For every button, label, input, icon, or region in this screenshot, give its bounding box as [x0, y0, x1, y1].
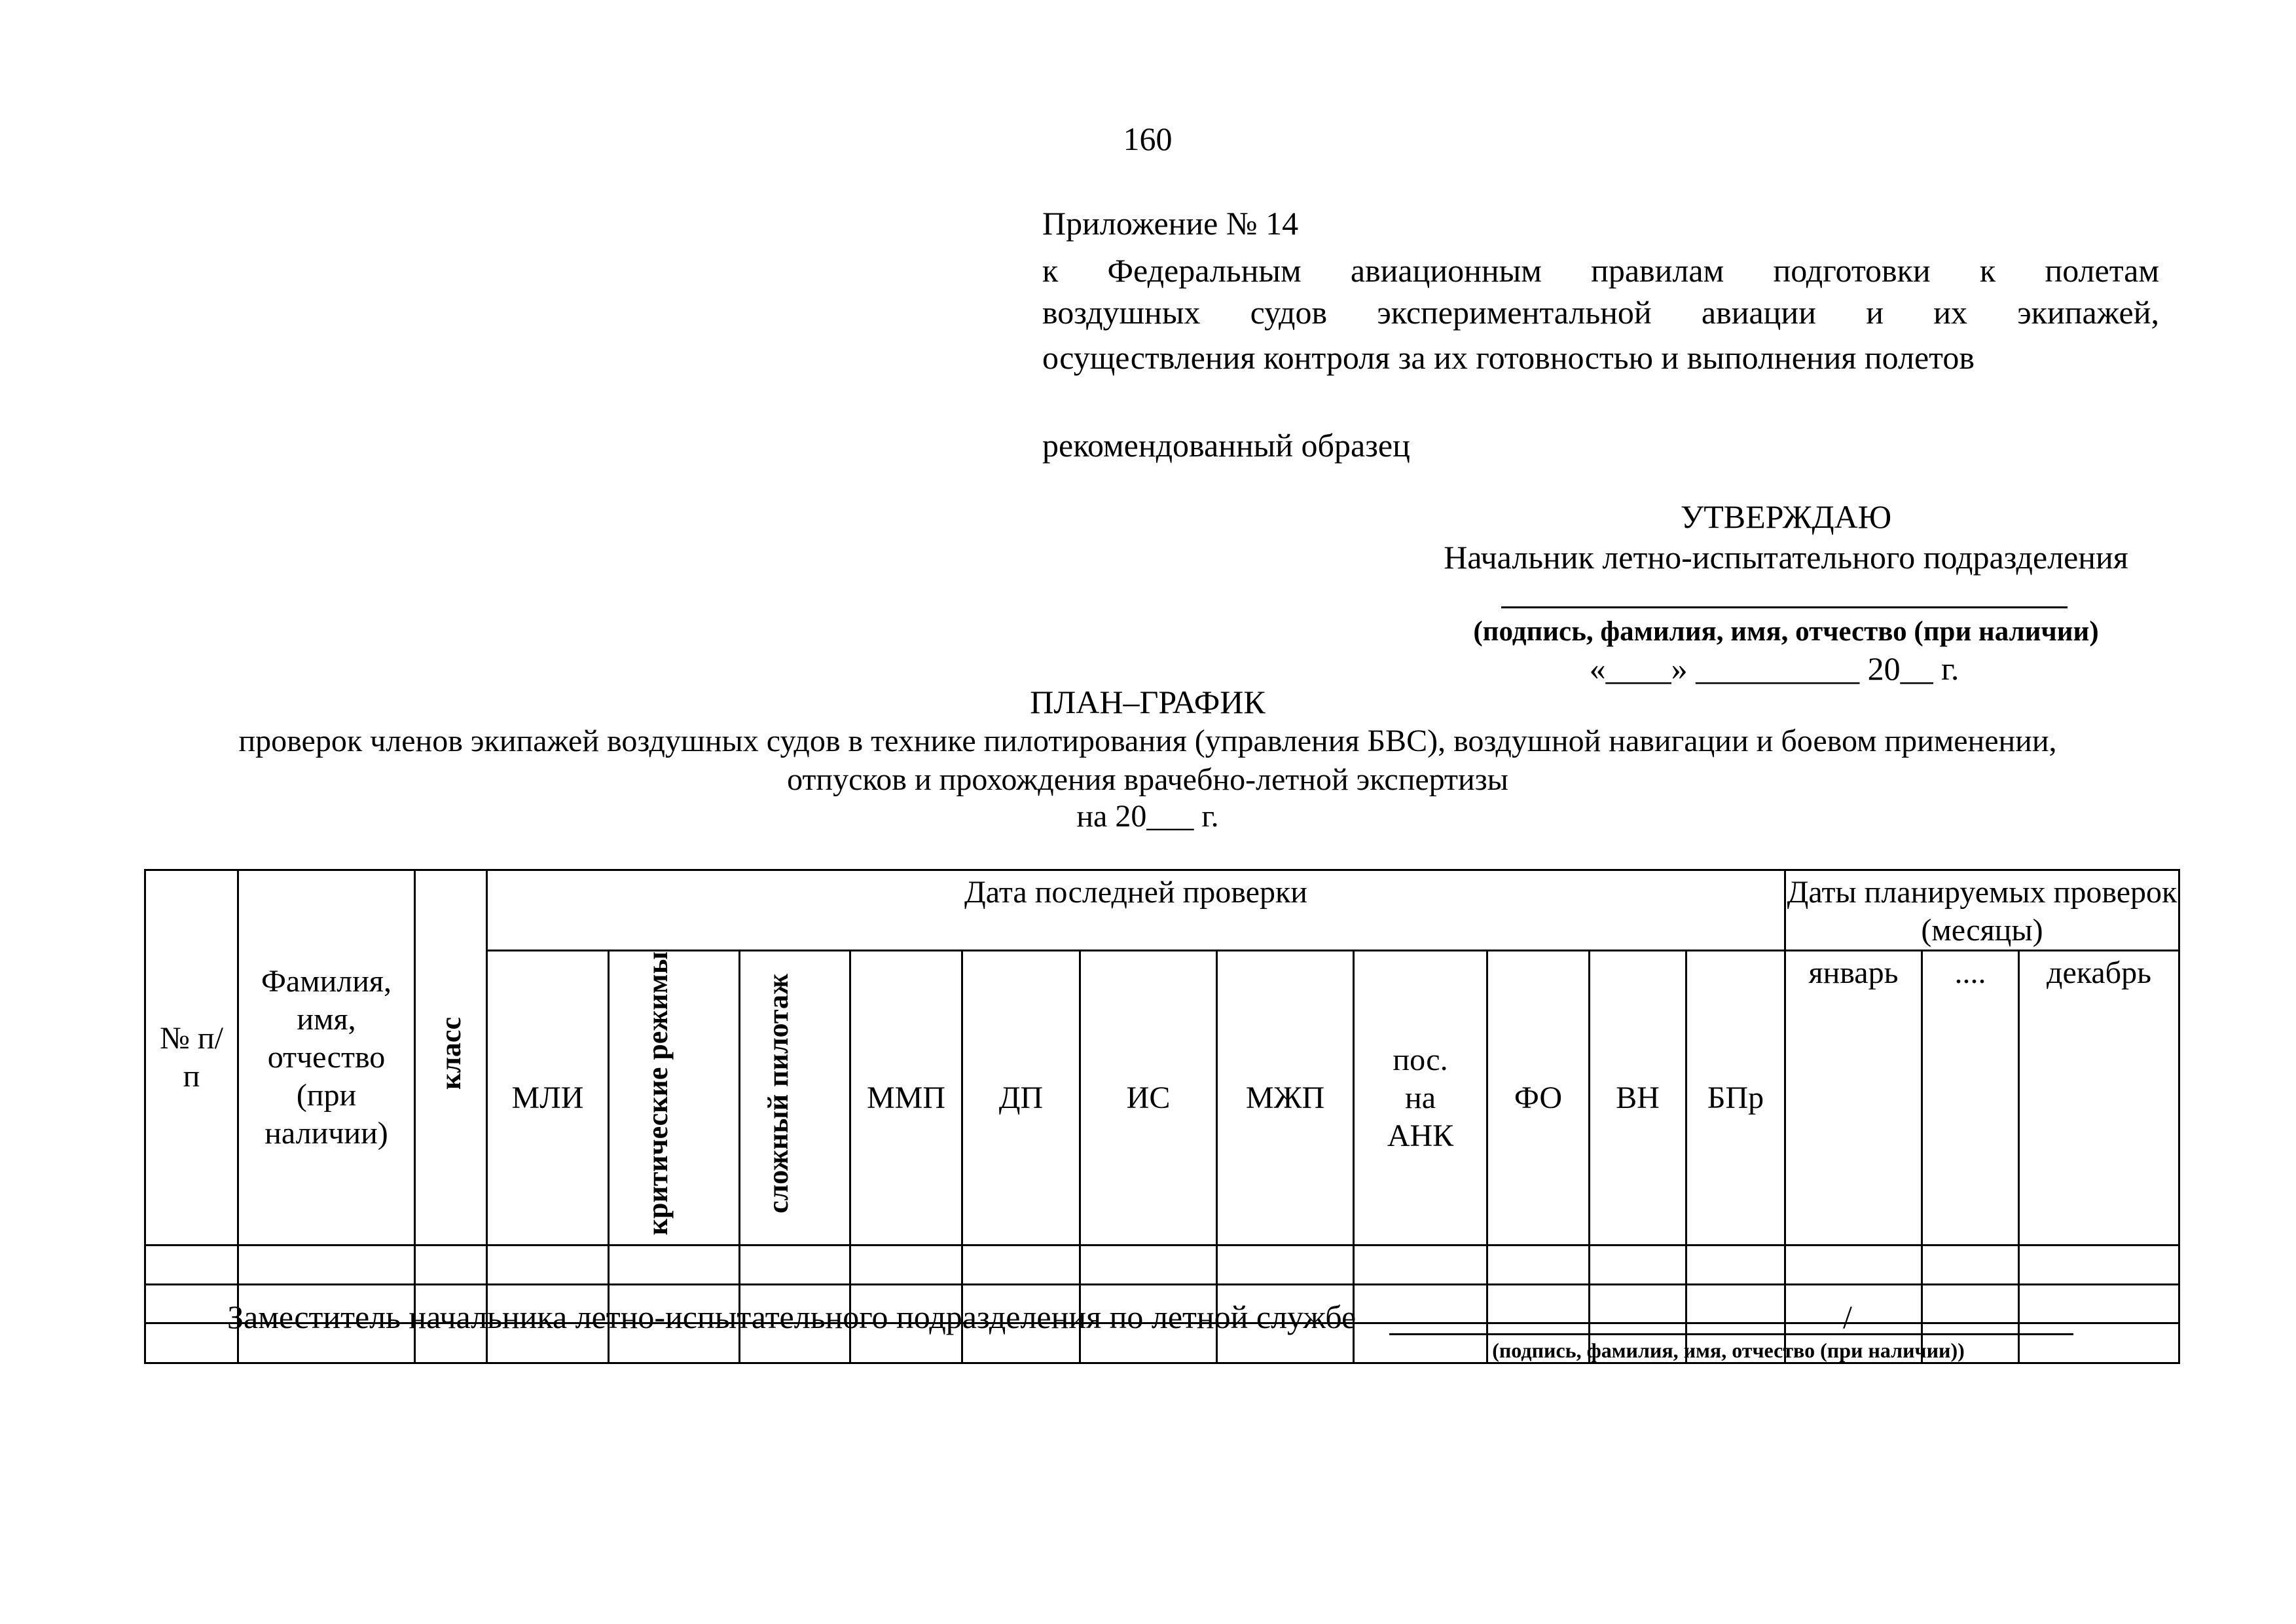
cell[interactable] — [487, 1246, 609, 1285]
footer-signature-line — [1389, 1333, 2073, 1335]
signature-caption: (подпись, фамилия, имя, отчество (при наличии) — [1473, 616, 2099, 647]
cell[interactable] — [740, 1246, 850, 1285]
cell[interactable] — [609, 1246, 740, 1285]
header-january: январь — [1785, 951, 1922, 1246]
cell[interactable] — [2019, 1285, 2179, 1323]
header-class: класс — [415, 870, 487, 1246]
header-mli: МЛИ — [487, 951, 609, 1246]
cell[interactable] — [1686, 1285, 1785, 1323]
cell[interactable] — [1487, 1246, 1590, 1285]
header-mzhp: МЖП — [1217, 951, 1354, 1246]
header-landing-ank: пос. на АНК — [1354, 951, 1487, 1246]
cell[interactable] — [1487, 1285, 1590, 1323]
cell[interactable] — [1354, 1285, 1487, 1323]
cell[interactable] — [850, 1246, 962, 1285]
cell[interactable] — [1686, 1246, 1785, 1285]
header-ellipsis: .... — [1922, 951, 2019, 1246]
cell[interactable] — [238, 1246, 415, 1285]
footer-slash: / — [1843, 1299, 1852, 1335]
cell[interactable] — [1217, 1246, 1354, 1285]
header-vn: ВН — [1590, 951, 1686, 1246]
appendix-line: воздушных судов экспериментальной авиации и их экипажей, — [1042, 294, 2159, 331]
header-is: ИС — [1080, 951, 1217, 1246]
header-last-check: Дата последней проверки — [487, 870, 1785, 951]
header-num: № п/п — [145, 870, 238, 1246]
sample-note: рекомендованный образец — [1042, 427, 1410, 464]
cell[interactable] — [145, 1246, 238, 1285]
document-subtitle: отпусков и прохождения врачебно-летной экспертизы — [787, 762, 1508, 797]
approver-position: Начальник летно-испытательного подразделения — [1444, 539, 2128, 576]
cell[interactable] — [415, 1246, 487, 1285]
document-subtitle: проверок членов экипажей воздушных судов в технике пилотирования (управления БВС), воздушной навигации и боевом применении, — [238, 724, 2057, 758]
header-name: Фамилия, имя, отчество (при наличии) — [238, 870, 415, 1246]
document-year: на 20___ г. — [1076, 799, 1219, 834]
header-aerobatics: сложный пилотаж — [740, 951, 850, 1246]
approval-date: «____» __________ 20__ г. — [1589, 650, 1959, 687]
appendix-line: осуществления контроля за их готовностью и выполнения полетов — [1042, 339, 1975, 376]
footer-signatory: Заместитель начальника летно-испытательного подразделения по летной службе — [227, 1299, 1357, 1335]
cell[interactable] — [145, 1323, 238, 1363]
header-dp: ДП — [962, 951, 1080, 1246]
cell[interactable] — [1785, 1285, 1922, 1323]
cell[interactable] — [145, 1285, 238, 1323]
plan-schedule-table — [144, 869, 2180, 1364]
cell[interactable] — [1922, 1246, 2019, 1285]
cell[interactable] — [1590, 1285, 1686, 1323]
header-bpr: БПр — [1686, 951, 1785, 1246]
appendix-line: к Федеральным авиационным правилам подготовки к полетам — [1042, 252, 2159, 289]
header-mmp: ММП — [850, 951, 962, 1246]
document-title: ПЛАН–ГРАФИК — [1030, 684, 1266, 720]
cell[interactable] — [962, 1246, 1080, 1285]
cell[interactable] — [1785, 1246, 1922, 1285]
approve-label: УТВЕРЖДАЮ — [1680, 498, 1892, 535]
cell[interactable] — [1080, 1246, 1217, 1285]
cell[interactable] — [1354, 1323, 1487, 1363]
cell[interactable] — [1590, 1246, 1686, 1285]
footer-caption: (подпись, фамилия, имя, отчество (при наличии)) — [1492, 1338, 1965, 1362]
header-critical-modes: критические режимы — [609, 951, 740, 1246]
cell[interactable] — [2019, 1246, 2179, 1285]
cell[interactable] — [2019, 1323, 2179, 1363]
cell[interactable] — [1922, 1285, 2019, 1323]
header-fo: ФО — [1487, 951, 1590, 1246]
signature-line — [1501, 606, 2068, 608]
header-planned: Даты планируемых проверок (месяцы) — [1785, 870, 2179, 951]
table-row — [145, 1246, 2179, 1285]
page-number: 160 — [1123, 120, 1173, 157]
cell[interactable] — [1354, 1246, 1487, 1285]
appendix-title: Приложение № 14 — [1042, 205, 1299, 242]
header-december: декабрь — [2019, 951, 2179, 1246]
